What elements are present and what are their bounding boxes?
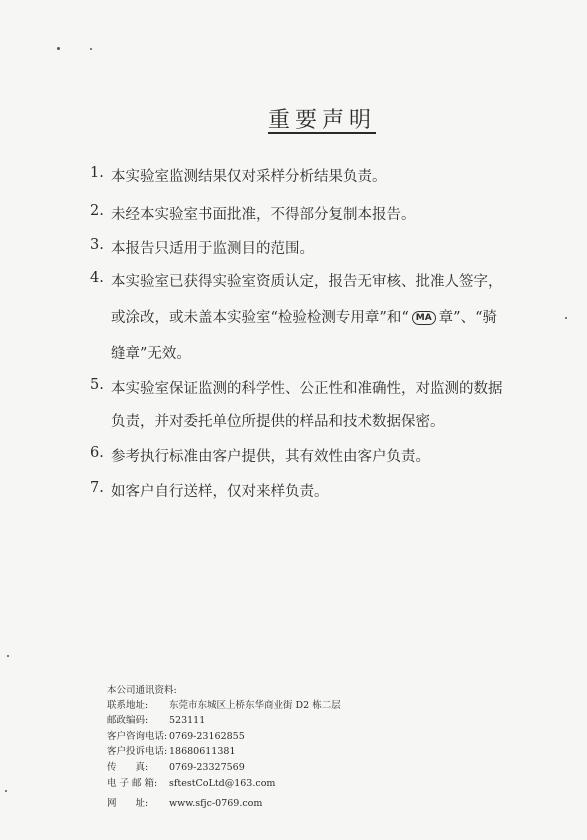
item-number: 2.	[90, 203, 104, 219]
statement-item: 参考执行标准由客户提供，其有效性由客户负责。	[111, 449, 430, 465]
statement-item: 本实验室已获得实验室资质认定，报告无审核、批准人签字，	[111, 274, 503, 290]
statement-item-line	[111, 306, 497, 327]
contact-label: 传 真:	[107, 762, 149, 773]
scan-speck	[57, 47, 60, 50]
contact-label: 客户咨询电话:	[107, 731, 168, 742]
statement-item-line: 缝章”无效。	[111, 346, 191, 362]
contact-value: 东莞市东城区上桥东华商业街 D2 栋二层	[169, 700, 341, 711]
item-number: 6.	[90, 445, 104, 461]
item-number: 5.	[90, 377, 104, 393]
statement-item: 本实验室监测结果仅对采样分析结果负责。	[111, 169, 387, 185]
contact-label: 客户投诉电话:	[107, 746, 168, 757]
statement-item: 未经本实验室书面批准，不得部分复制本报告。	[111, 207, 416, 223]
statement-item: 本报告只适用于监测目的范围。	[111, 241, 314, 257]
statement-item: 本实验室保证监测的科学性、公正性和准确性，对监测的数据	[111, 381, 503, 397]
statement-text: 或涂改，或未盖本实验室“检验检测专用章”和“	[111, 310, 409, 326]
scan-speck	[565, 317, 567, 319]
contact-row-inquiry-phone	[107, 728, 245, 742]
contact-value: sftestCoLtd@163.com	[169, 778, 276, 789]
contact-value: 523111	[169, 715, 206, 726]
contact-row-fax	[107, 759, 245, 773]
contact-heading: 本公司通讯资料:	[107, 685, 177, 696]
statement-item-line: 负责，并对委托单位所提供的样品和技术数据保密。	[111, 414, 445, 430]
contact-label: 邮政编码:	[107, 715, 149, 726]
contact-label: 电 子 邮 箱:	[107, 778, 158, 789]
item-number: 7.	[90, 480, 104, 496]
contact-value: 18680611381	[169, 746, 236, 757]
contact-value: 0769-23162855	[169, 731, 245, 742]
contact-label: 联系地址:	[107, 700, 149, 711]
scan-speck	[90, 48, 92, 50]
scan-speck	[5, 790, 7, 792]
statement-text: 章”、“骑	[438, 310, 497, 326]
contact-row-email	[107, 775, 275, 789]
contact-row-postcode	[107, 712, 205, 726]
page-title: 重要声明	[268, 108, 377, 133]
item-number: 1.	[90, 165, 104, 181]
item-number: 4.	[90, 270, 104, 286]
statement-item: 如客户自行送样，仅对来样负责。	[111, 484, 329, 500]
contact-value: www.sfjc-0769.com	[169, 798, 263, 809]
contact-row-complaint-phone	[107, 743, 236, 757]
contact-row-address	[107, 697, 341, 711]
cma-seal-icon: MA	[412, 311, 436, 325]
contact-label: 网 址:	[107, 798, 149, 809]
contact-row-website	[107, 795, 262, 809]
contact-value: 0769-23327569	[169, 762, 245, 773]
scan-speck	[7, 655, 9, 657]
item-number: 3.	[90, 237, 104, 253]
